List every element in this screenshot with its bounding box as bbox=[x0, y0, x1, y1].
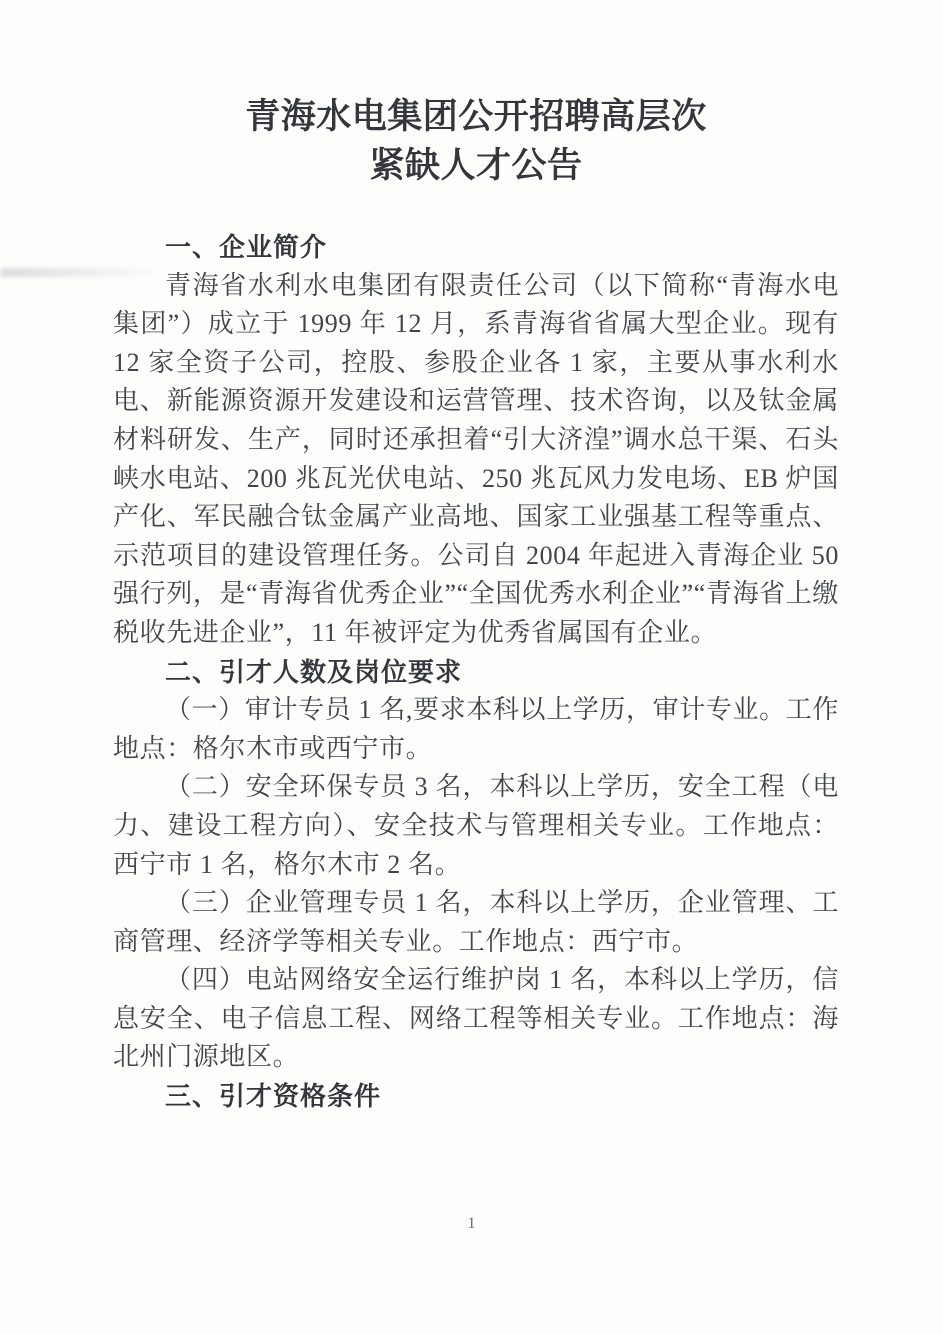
section-positions bbox=[113, 653, 839, 1078]
section-3-heading: 三、引才资格条件 bbox=[165, 1081, 382, 1112]
section-1-heading: 一、企业简介 bbox=[165, 232, 328, 262]
position-item-1: （一）审计专员 1 名,要求本科以上学历，审计专业。工作地点：格尔木市或西宁市。 bbox=[113, 695, 839, 763]
section-qualifications bbox=[113, 1077, 839, 1116]
section-1-paragraph: 青海省水利水电集团有限责任公司（以下简称“青海水电集团”）成立于 1999 年 12 月，系青海省省属大型企业。现有 12 家全资子公司，控股、参股企业各 1 家，主要从事水利水电、新能源资源开发建设和运营管理、技术咨询，以及钛金属材料研发、生产，同时还承担着“引大济湟”调水总干渠、石头峡水电站、200 兆瓦光伏电站、250 兆瓦风力发电场、EB 炉国产化、军民融合钛金属产业高地、国家工业强基工程等重点、示范项目的建设管理任务。公司自 2004 年起进入青海企业 50 强行列，是“青海省优秀企业”“全国优秀水利企业”“青海省上缴税收先进企业”，11 年被评定为优秀省属国有企业。 bbox=[113, 270, 839, 647]
position-item-3: （三）企业管理专员 1 名，本科以上学历，企业管理、工商管理、经济学等相关专业。工作地点：西宁市。 bbox=[113, 888, 839, 956]
page-number: 1 bbox=[467, 1215, 476, 1232]
section-company-profile bbox=[113, 228, 839, 653]
position-item-2: （二）安全环保专员 3 名，本科以上学历，安全工程（电力、建设工程方向）、安全技术与管理相关专业。工作地点：西宁市 1 名，格尔木市 2 名。 bbox=[113, 772, 839, 879]
document-title-line-1: 青海水电集团公开招聘高层次 bbox=[245, 97, 707, 136]
position-item-4: （四）电站网络安全运行维护岗 1 名，本科以上学历，信息安全、电子信息工程、网络工程等相关专业。工作地点：海北州门源地区。 bbox=[113, 965, 839, 1072]
document-content bbox=[113, 0, 839, 1116]
document-title bbox=[113, 92, 839, 190]
section-2-heading: 二、引才人数及岗位要求 bbox=[165, 656, 463, 687]
document-title-line-2: 紧缺人才公告 bbox=[369, 146, 583, 185]
